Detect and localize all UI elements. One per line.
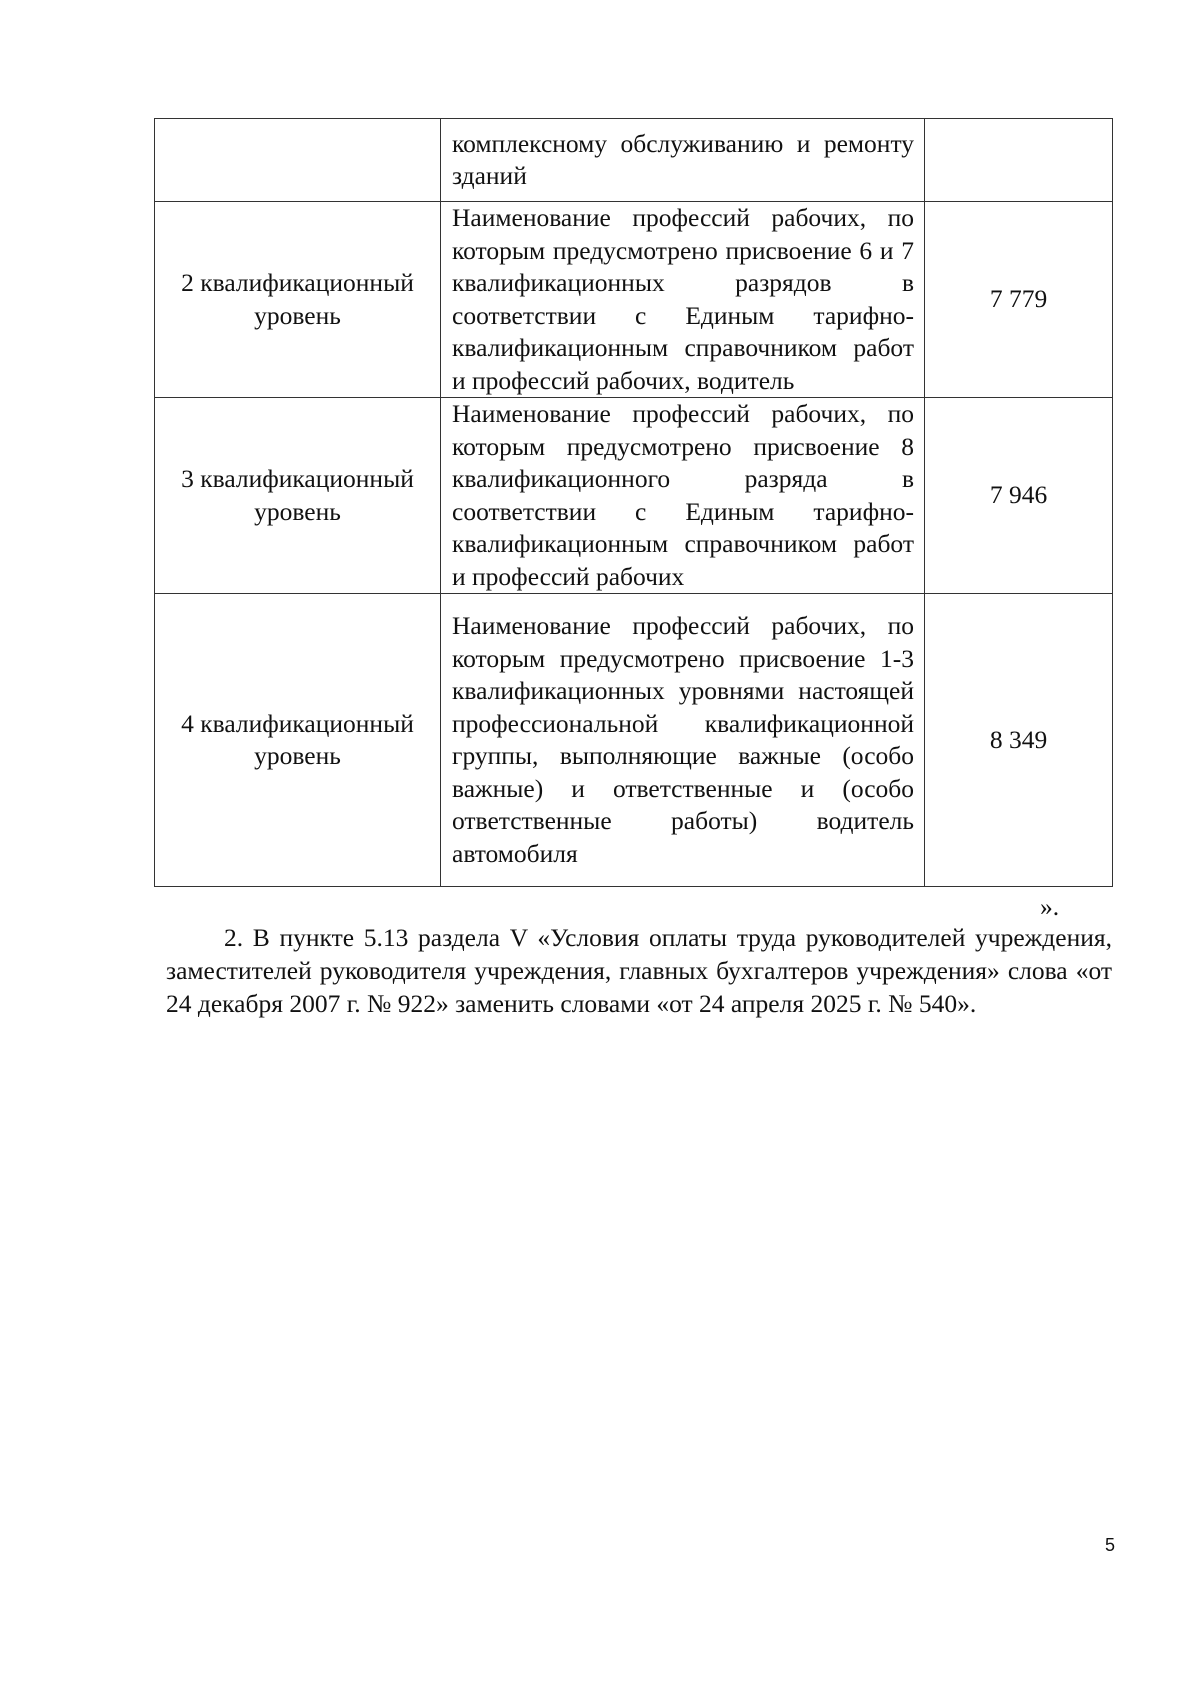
profession-description-cell: Наименование профессий рабочих, по которым предусмотрено присвоение 6 и 7 квалификационных разрядов в соответствии с Единым тарифно-квалификационным справочником работ и профессий рабочих, водитель [441,202,925,398]
closing-quote: ». [1040,892,1060,921]
qualification-level-cell: 4 квалификационный уровень [155,594,441,887]
salary-amount-cell: 7 779 [925,202,1113,398]
table-row [155,398,1113,594]
table-row [155,594,1113,887]
qualification-level-cell: 3 квалификационный уровень [155,398,441,594]
salary-amount-cell [925,119,1113,202]
salary-table [154,118,1113,887]
profession-description-cell: Наименование профессий рабочих, по которым предусмотрено присвоение 1-3 квалификационных уровнями настоящей профессиональной квалификационной группы, выполняющие важные (особо важные) и ответственные и (особо ответственные работы) водитель автомобиля [441,594,925,887]
table-row [155,119,1113,202]
qualification-level-cell: 2 квалификационный уровень [155,202,441,398]
page-number: 5 [1105,1535,1116,1555]
amendment-paragraph: 2. В пункте 5.13 раздела V «Условия оплаты труда руководителей учреждения, заместителей руководителя учреждения, главных бухгалтеров учреждения» слова «от 24 декабря 2007 г. № 922» заменить словами «от 24 апреля 2025 г. № 540». [166,923,1112,1018]
table-row [155,202,1113,398]
salary-amount-cell: 8 349 [925,594,1113,887]
profession-description-cell: комплексному обслуживанию и ремонту зданий [441,119,925,202]
qualification-level-cell [155,119,441,202]
salary-amount-cell: 7 946 [925,398,1113,594]
profession-description-cell: Наименование профессий рабочих, по которым предусмотрено присвоение 8 квалификационного разряда в соответствии с Единым тарифно-квалификационным справочником работ и профессий рабочих [441,398,925,594]
